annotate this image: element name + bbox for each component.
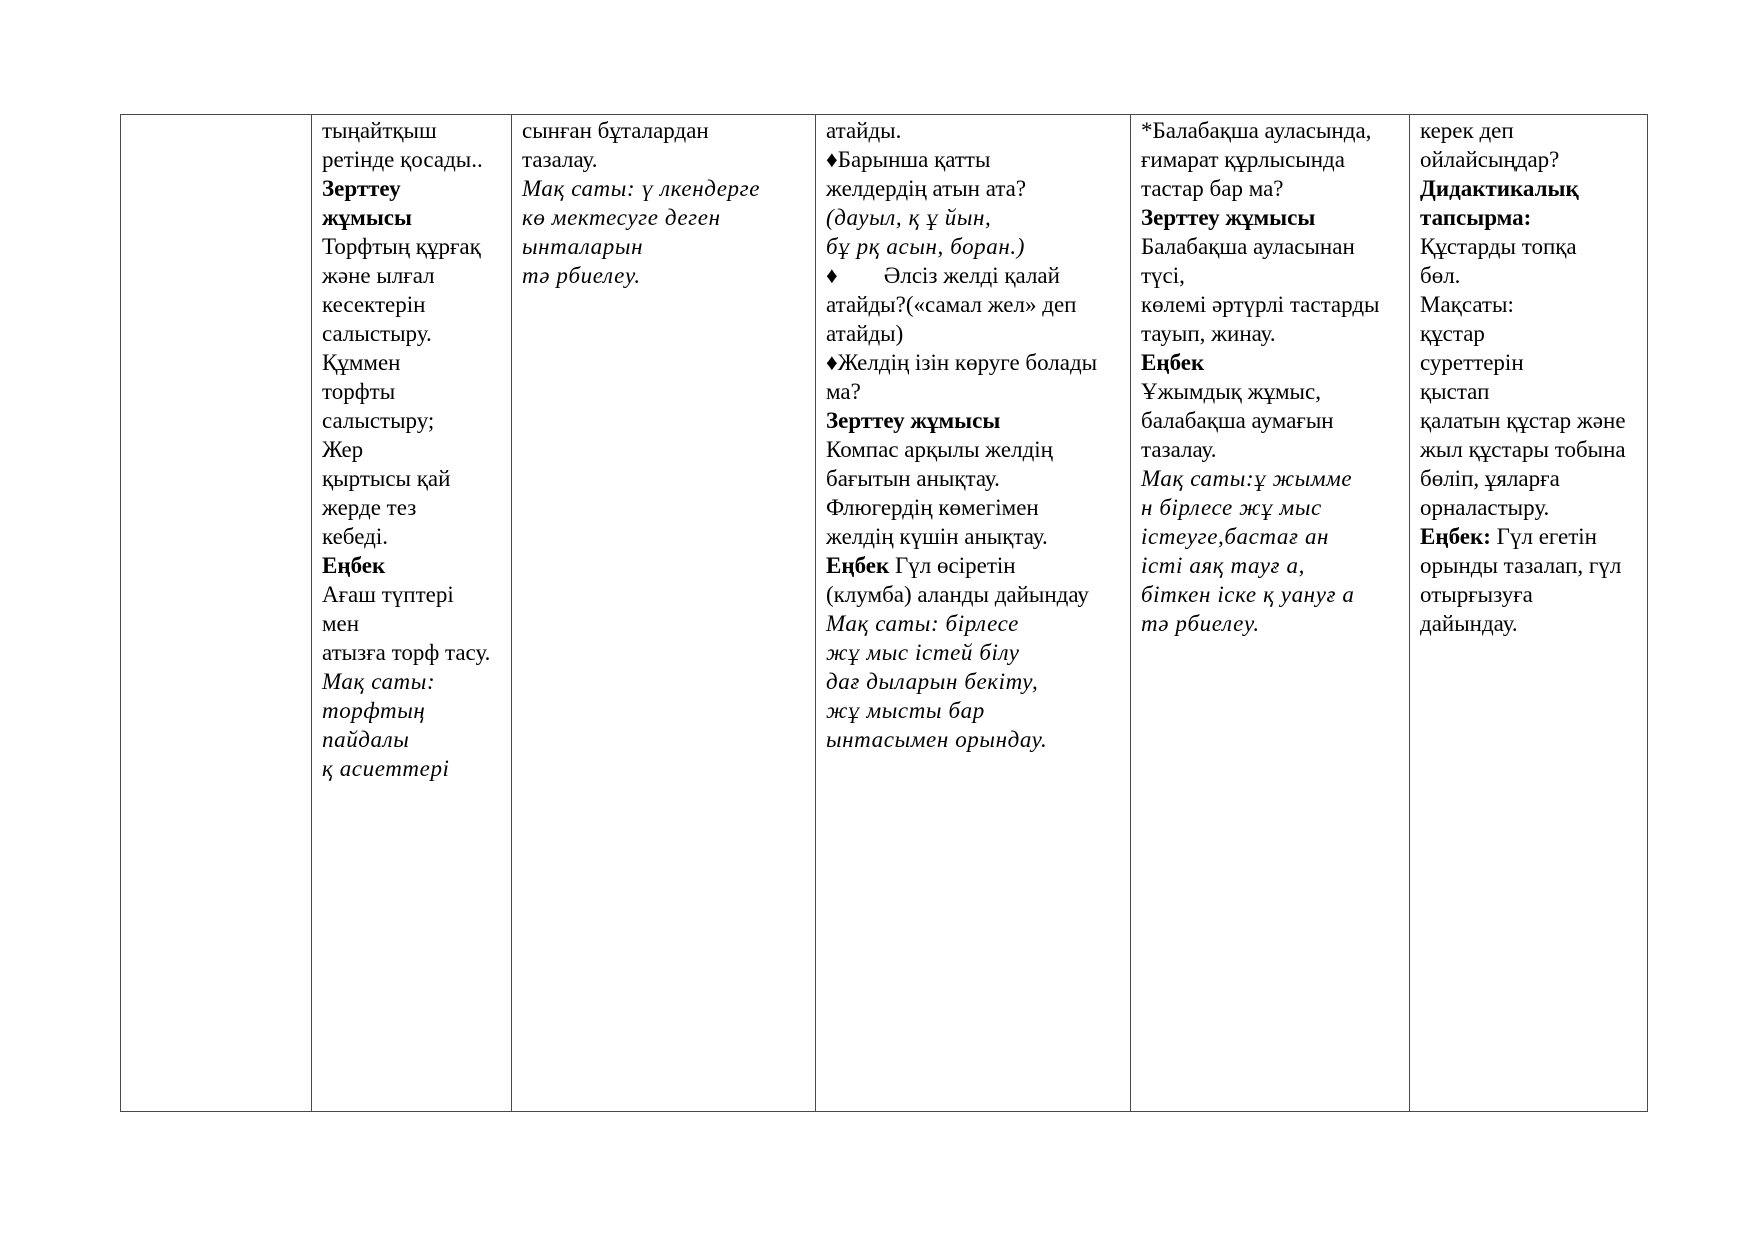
cell-line xyxy=(826,174,1130,203)
cell-line xyxy=(826,435,1130,464)
cell-line xyxy=(522,261,815,290)
text-line-rest: Гүл егетін xyxy=(1490,524,1597,549)
cell-line xyxy=(1141,261,1409,290)
text-line: мен xyxy=(322,611,360,636)
text-line: салыстыру; xyxy=(322,408,435,433)
cell-line xyxy=(1420,232,1647,261)
cell-line xyxy=(1420,493,1647,522)
text-line: дайындау. xyxy=(1420,611,1518,636)
italic-text: (дауыл, қ ұ йын, xyxy=(826,205,992,230)
cell-line xyxy=(322,696,511,725)
bold-heading: Еңбек xyxy=(826,553,890,578)
text-line: *Балабақша ауласында, xyxy=(1141,118,1372,143)
text-line: бөл. xyxy=(1420,263,1461,288)
text-line: ма? xyxy=(826,379,861,404)
text-line: суреттерін xyxy=(1420,350,1524,375)
cell-line xyxy=(826,116,1130,145)
cell-line xyxy=(1141,145,1409,174)
text-line: тастар бар ма? xyxy=(1141,176,1284,201)
cell-line xyxy=(826,609,1130,638)
cell-line xyxy=(1141,232,1409,261)
cell-line xyxy=(322,377,511,406)
table-cell-research-peat xyxy=(312,115,512,1112)
bold-heading: Зерттеу xyxy=(322,176,401,201)
cell-line xyxy=(322,493,511,522)
text-line: тазалау. xyxy=(522,147,598,172)
italic-text: қ асиеттері xyxy=(322,756,450,781)
text-line: ♦ Әлсіз желді қалай xyxy=(826,263,1060,288)
cell-line xyxy=(1141,203,1409,232)
text-line: Мақсаты: xyxy=(1420,292,1514,317)
cell-line xyxy=(1420,348,1647,377)
cell-line xyxy=(322,232,511,261)
cell-line xyxy=(522,174,815,203)
cell-line xyxy=(1141,406,1409,435)
bold-heading: Зерттеу жұмысы xyxy=(826,408,1001,433)
text-line: салыстыру. xyxy=(322,321,432,346)
italic-text: Мақ саты: xyxy=(322,669,436,694)
cell-line xyxy=(1141,290,1409,319)
cell-line xyxy=(322,203,511,232)
cell-line xyxy=(322,551,511,580)
text-line: түсі, xyxy=(1141,263,1185,288)
cell-line xyxy=(826,638,1130,667)
text-line: бағытын анықтау. xyxy=(826,466,1000,491)
cell-line xyxy=(1420,406,1647,435)
text-line: атайды?(«самал жел» деп xyxy=(826,292,1077,317)
italic-text: н бірлесе жұ мыс xyxy=(1141,495,1322,520)
text-line: атайды) xyxy=(826,321,904,346)
cell-line xyxy=(322,319,511,348)
cell-line xyxy=(322,348,511,377)
cell-line xyxy=(322,580,511,609)
cell-line xyxy=(322,638,511,667)
bold-heading: Зерттеу жұмысы xyxy=(1141,205,1316,230)
cell-line xyxy=(1420,377,1647,406)
text-line: бөліп, ұяларға xyxy=(1420,466,1560,491)
text-line: торфты xyxy=(322,379,396,404)
italic-text: пайдалы xyxy=(322,727,410,752)
text-line: қыртысы қай xyxy=(322,466,451,491)
bold-heading: жұмысы xyxy=(322,205,412,230)
text-line: Ағаш түптері xyxy=(322,582,454,607)
cell-line xyxy=(1420,116,1647,145)
cell-line xyxy=(1420,522,1647,551)
cell-line xyxy=(522,203,815,232)
cell-line xyxy=(1141,319,1409,348)
cell-line xyxy=(322,435,511,464)
cell-line xyxy=(826,725,1130,754)
cell-line xyxy=(1420,580,1647,609)
cell-line xyxy=(1141,464,1409,493)
cell-line xyxy=(826,290,1130,319)
table-cell-birds-task xyxy=(1410,115,1648,1112)
cell-line xyxy=(1420,319,1647,348)
italic-text: тә рбиелеу. xyxy=(1141,611,1260,636)
cell-line xyxy=(826,580,1130,609)
bold-heading: Еңбек xyxy=(322,553,386,578)
cell-line xyxy=(522,232,815,261)
text-line: қыстап xyxy=(1420,379,1490,404)
text-line: Флюгердің көмегімен xyxy=(826,495,1039,520)
cell-line xyxy=(322,145,511,174)
cell-line xyxy=(1420,174,1647,203)
text-line: және ылғал xyxy=(322,263,435,288)
cell-line xyxy=(1141,377,1409,406)
cell-line xyxy=(826,377,1130,406)
cell-line xyxy=(1141,174,1409,203)
text-line: көлемі әртүрлі тастарды xyxy=(1141,292,1380,317)
cell-line xyxy=(322,464,511,493)
text-line: Жер xyxy=(322,437,364,462)
text-line: Құммен xyxy=(322,350,401,375)
cell-line xyxy=(826,522,1130,551)
text-line: кебеді. xyxy=(322,524,388,549)
cell-line xyxy=(826,696,1130,725)
cell-line xyxy=(322,261,511,290)
text-line: керек деп xyxy=(1420,118,1514,143)
text-line: Құстарды топқа xyxy=(1420,234,1577,259)
cell-line xyxy=(322,116,511,145)
italic-text: ынтасымен орындау. xyxy=(826,727,1048,752)
cell-line xyxy=(1420,290,1647,319)
text-line: желдердің атын ата? xyxy=(826,176,1027,201)
text-line: Компас арқылы желдің xyxy=(826,437,1053,462)
cell-line xyxy=(522,145,815,174)
cell-line xyxy=(1420,203,1647,232)
cell-line xyxy=(826,493,1130,522)
text-line: ойлайсыңдар? xyxy=(1420,147,1560,172)
italic-text: бұ рқ асын, боран.) xyxy=(826,234,1026,259)
text-line: (клумба) аланды дайындау xyxy=(826,582,1089,607)
text-line: тазалау. xyxy=(1141,437,1217,462)
cell-line xyxy=(826,348,1130,377)
text-line: отырғызуға xyxy=(1420,582,1533,607)
text-line: тыңайтқыш xyxy=(322,118,437,143)
italic-text: дағ дыларын бекіту, xyxy=(826,669,1039,694)
cell-line xyxy=(1141,493,1409,522)
text-line: қалатын құстар және xyxy=(1420,408,1626,433)
bold-heading: Еңбек xyxy=(1141,350,1205,375)
text-line: Балабақша ауласынан xyxy=(1141,234,1355,259)
italic-text: біткен іске қ уануғ а xyxy=(1141,582,1355,607)
text-line: ретінде қосады.. xyxy=(322,147,483,172)
italic-text: торфтың xyxy=(322,698,426,723)
cell-line xyxy=(322,609,511,638)
text-line: жыл құстары тобына xyxy=(1420,437,1626,462)
text-line: орынды тазалап, гүл xyxy=(1420,553,1622,578)
text-line: ♦Барынша қатты xyxy=(826,147,991,172)
text-line-rest: Гүл өсіретін xyxy=(889,553,1016,578)
cell-line xyxy=(826,232,1130,261)
cell-line xyxy=(1141,522,1409,551)
italic-text: істеуге,бастағ ан xyxy=(1141,524,1330,549)
text-line: Ұжымдық жұмыс, xyxy=(1141,379,1321,404)
cell-line xyxy=(1141,609,1409,638)
text-line: сынған бұталардан xyxy=(522,118,709,143)
cell-line xyxy=(322,290,511,319)
cell-line xyxy=(322,725,511,754)
italic-text: Мақ саты: бірлесе xyxy=(826,611,1019,636)
cell-line xyxy=(826,145,1130,174)
italic-text: істі аяқ тауғ а, xyxy=(1141,553,1305,578)
text-line: ♦Желдің ізін көруге болады xyxy=(826,350,1098,375)
cell-line xyxy=(322,406,511,435)
text-line: кесектерін xyxy=(322,292,426,317)
table-cell-empty xyxy=(121,115,312,1112)
bold-heading: Еңбек: xyxy=(1420,524,1491,549)
cell-line xyxy=(1141,580,1409,609)
italic-text: жұ мыс істей білу xyxy=(826,640,1020,665)
cell-line xyxy=(826,203,1130,232)
italic-text: жұ мысты бар xyxy=(826,698,985,723)
table-row xyxy=(121,115,1648,1112)
text-line: балабақша аумағын xyxy=(1141,408,1334,433)
cell-line xyxy=(322,174,511,203)
cell-line xyxy=(1141,551,1409,580)
table-cell-stones-study xyxy=(1131,115,1410,1112)
cell-line xyxy=(826,406,1130,435)
text-line: атызға торф тасу. xyxy=(322,640,491,665)
table-cell-cleaning-bushes xyxy=(512,115,816,1112)
cell-line xyxy=(522,116,815,145)
cell-line xyxy=(1420,261,1647,290)
cell-line xyxy=(1420,464,1647,493)
text-line: тауып, жинау. xyxy=(1141,321,1276,346)
cell-line xyxy=(322,667,511,696)
italic-text: тә рбиелеу. xyxy=(522,263,641,288)
text-line: желдің күшін анықтау. xyxy=(826,524,1048,549)
text-line: құстар xyxy=(1420,321,1485,346)
bold-heading: Дидактикалық xyxy=(1420,176,1579,201)
cell-line xyxy=(826,319,1130,348)
italic-text: кө мектесуге деген xyxy=(522,205,721,230)
text-line: атайды. xyxy=(826,118,902,143)
lesson-plan-table xyxy=(120,114,1648,1112)
cell-line xyxy=(322,754,511,783)
cell-line xyxy=(1420,145,1647,174)
italic-text: ынталарын xyxy=(522,234,644,259)
cell-line xyxy=(1420,609,1647,638)
bold-heading: тапсырма: xyxy=(1420,205,1532,230)
italic-text: Мақ саты: ү лкендерге xyxy=(522,176,761,201)
italic-text: Мақ саты:ұ жымме xyxy=(1141,466,1353,491)
cell-line xyxy=(826,464,1130,493)
cell-line xyxy=(826,551,1130,580)
cell-line xyxy=(1141,435,1409,464)
cell-line xyxy=(1141,116,1409,145)
cell-line xyxy=(322,522,511,551)
text-line: ғимарат құрлысында xyxy=(1141,147,1345,172)
cell-line xyxy=(1420,435,1647,464)
cell-line xyxy=(1420,551,1647,580)
text-line: жерде тез xyxy=(322,495,417,520)
text-line: Торфтың құрғақ xyxy=(322,234,481,259)
text-line: орналастыру. xyxy=(1420,495,1550,520)
table-cell-wind-study xyxy=(816,115,1131,1112)
cell-line xyxy=(826,667,1130,696)
cell-line xyxy=(826,261,1130,290)
cell-line xyxy=(1141,348,1409,377)
